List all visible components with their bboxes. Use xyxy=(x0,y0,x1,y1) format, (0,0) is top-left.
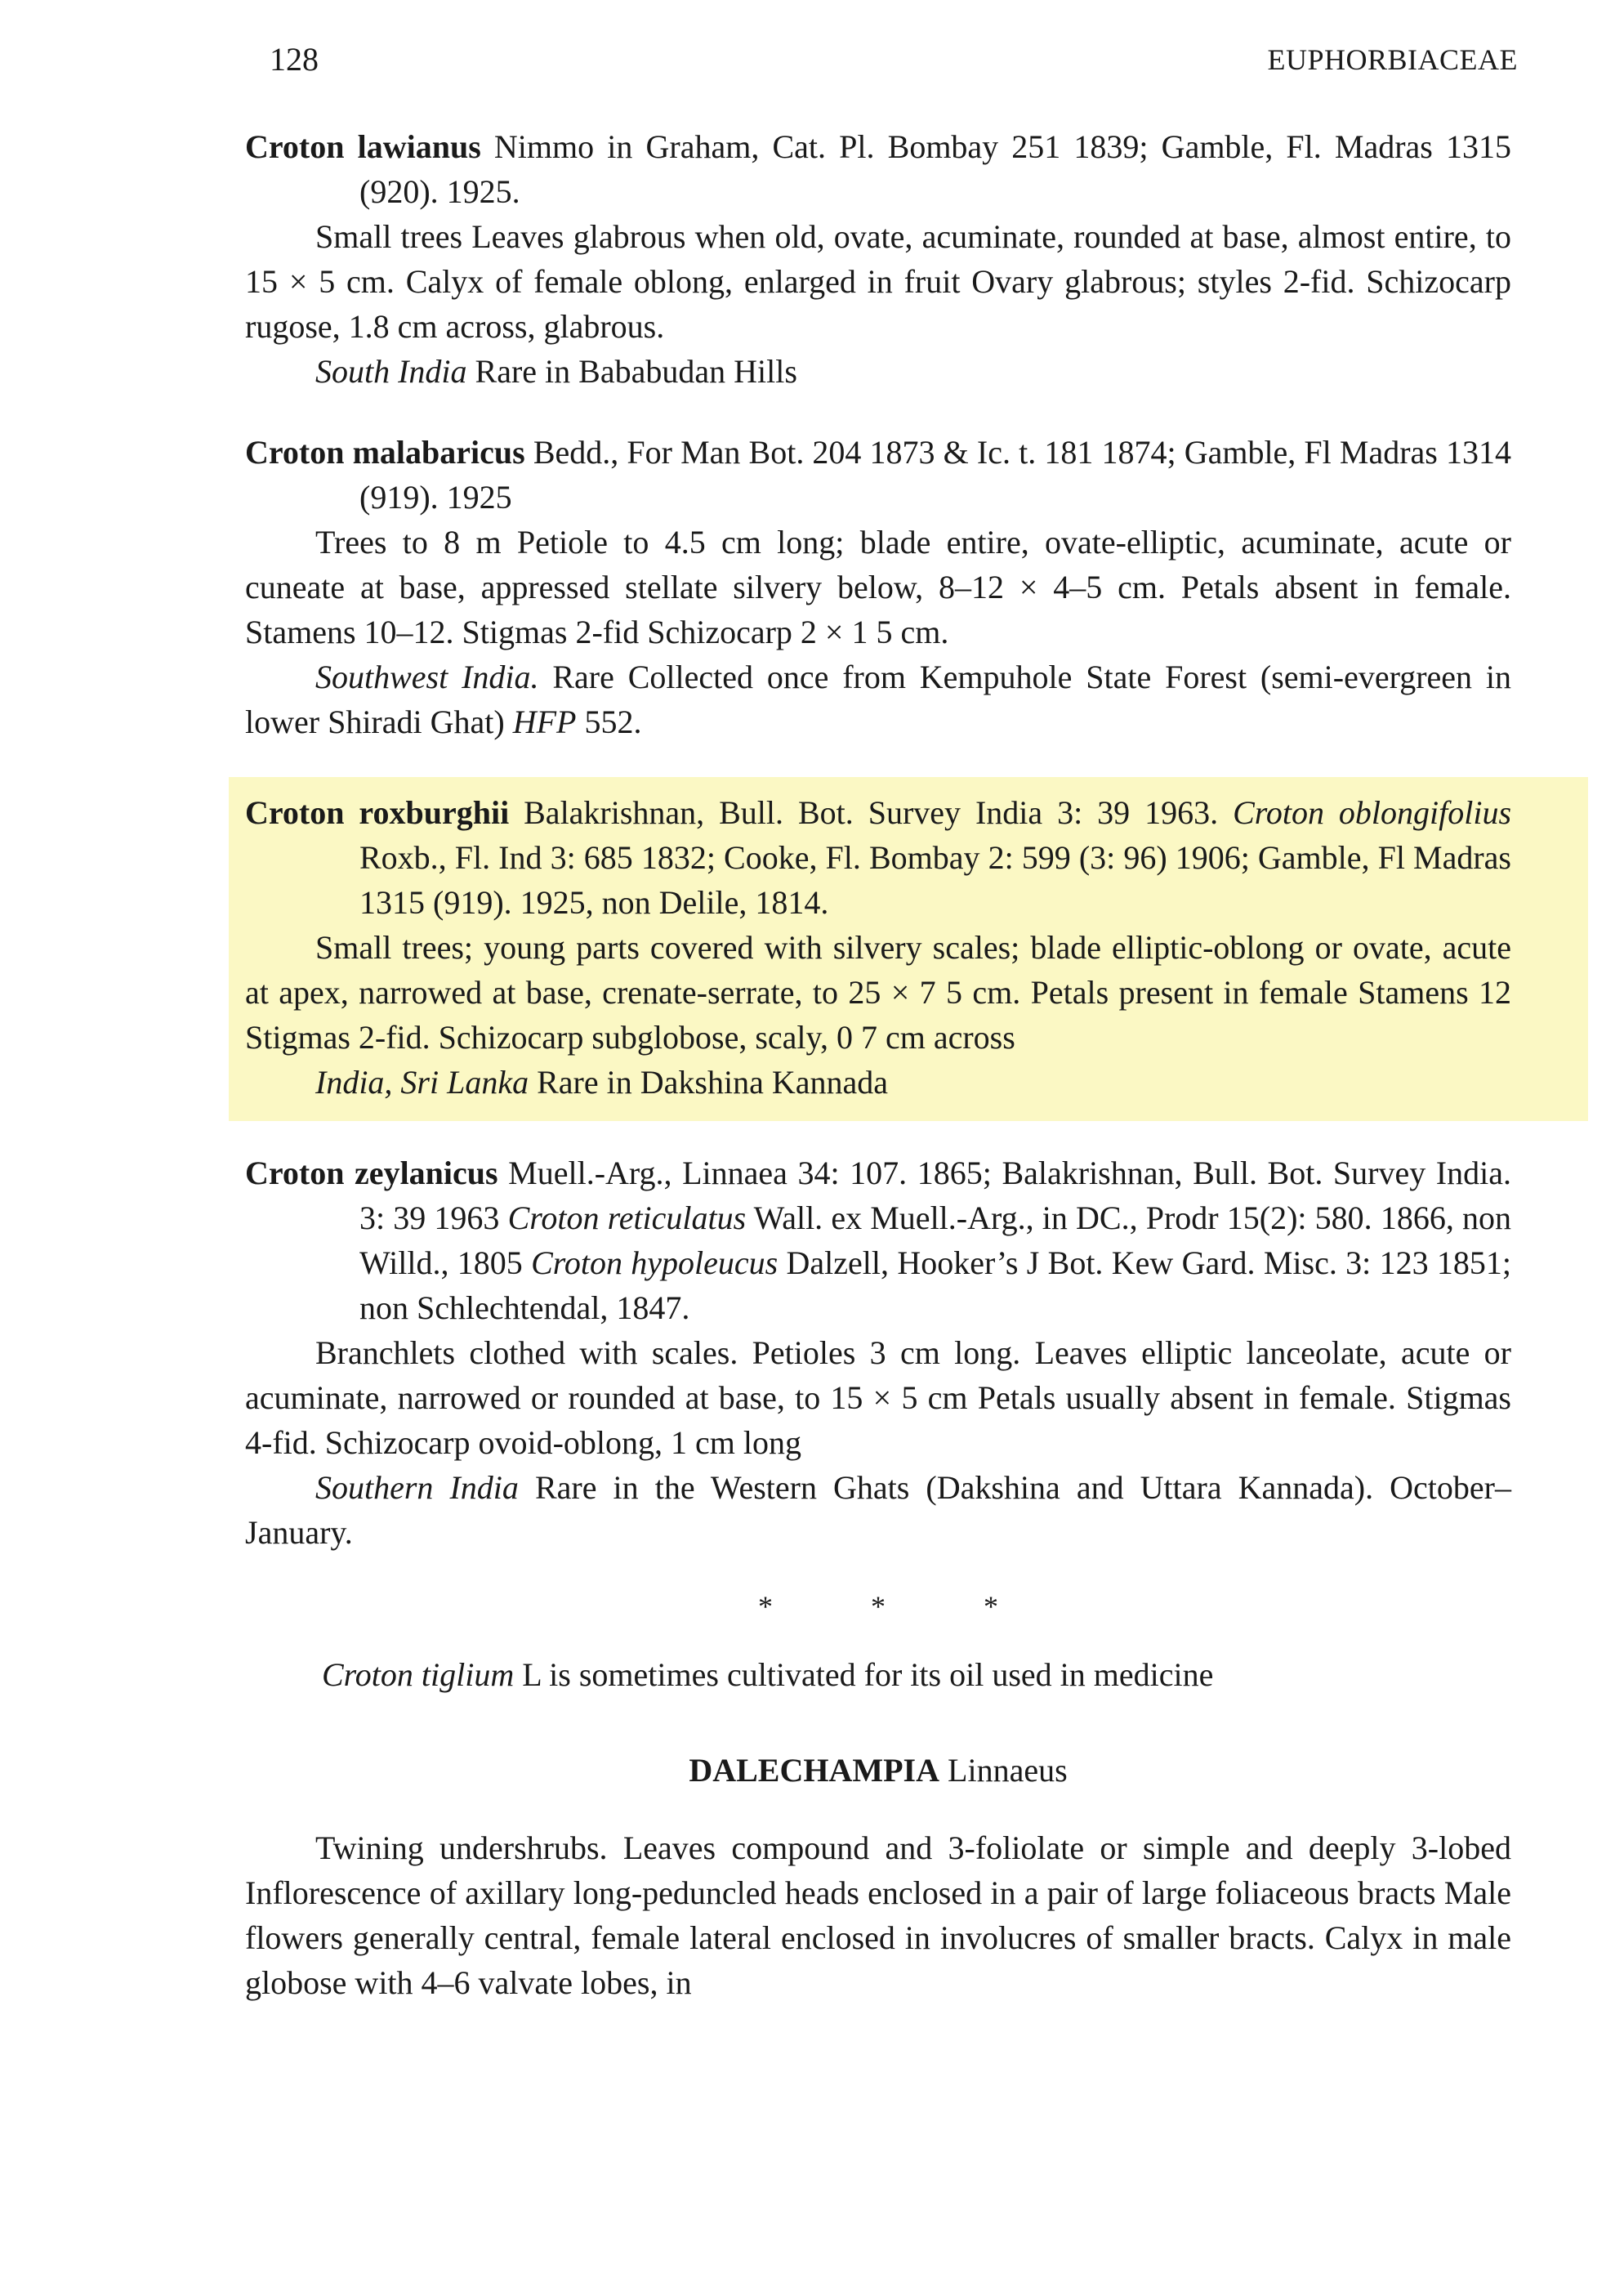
citation-text: Dalzell, Hooker’s J Bot. Kew Gard. Misc. 3: 123 1851; non Schlechtendal, 1847. xyxy=(359,1244,1511,1326)
species-name: Croton lawianus xyxy=(245,128,481,165)
genus-authority: Linnaeus xyxy=(939,1752,1068,1789)
species-entry-croton-zeylanicus xyxy=(245,1150,1511,1555)
genus-heading xyxy=(245,1748,1511,1793)
distribution-text: Rare Collected once from Kempuhole State Forest (semi-evergreen in lower Shiradi Ghat) xyxy=(245,659,1511,740)
synonym-name: Croton hypoleucus xyxy=(531,1244,779,1281)
species-entry-croton-lawianus xyxy=(245,124,1511,394)
page-content xyxy=(245,124,1511,2038)
citation-text: Balakrishnan, Bull. Bot. Survey India 3: 39 1963. xyxy=(509,794,1234,831)
species-distribution xyxy=(245,654,1511,744)
cultivation-note xyxy=(245,1652,1511,1697)
species-description: Branchlets clothed with scales. Petioles 3 cm long. Leaves elliptic lanceolate, acute or acuminate, narrowed or rounded at base, to 15 × 5 cm Petals usually absent in female. Stigmas 4-fid. Schizocarp ovoid-oblong, 1 cm long xyxy=(245,1334,1511,1461)
family-section-title: EUPHORBIACEAE xyxy=(1267,43,1518,76)
distribution-text: Rare in the Western Ghats (Dakshina and Uttara Kannada). October–January. xyxy=(245,1469,1511,1551)
synonym-name: Croton oblongifolius xyxy=(1233,794,1512,831)
species-distribution xyxy=(245,1060,1511,1105)
species-description: Small trees Leaves glabrous when old, ovate, acuminate, rounded at base, almost entire, to 15 × 5 cm. Calyx of female oblong, enlarged in fruit Ovary glabrous; styles 2-fid. Schizocarp rugose, 1.8 cm across, glabrous. xyxy=(245,218,1511,345)
herbarium-number: 552. xyxy=(576,704,642,740)
distribution-region: Southern India xyxy=(315,1469,519,1506)
species-citation xyxy=(245,1150,1511,1330)
species-description: Trees to 8 m Petiole to 4.5 cm long; blade entire, ovate-elliptic, acuminate, acute or cuneate at base, appressed stellate silvery below, 8–12 × 4–5 cm. Petals absent in female. Stamens 10–12. Stigmas 2-fid Schizocarp 2 × 1 5 cm. xyxy=(245,524,1511,650)
species-citation xyxy=(245,124,1511,214)
genus-description: Twining undershrubs. Leaves compound and 3-foliolate or simple and deeply 3-lobed Inflorescence of axillary long-peduncled heads enclosed in a pair of large foliaceous bracts Male flowers generally central, female lateral enclosed in involucres of smaller bracts. Calyx in male globose with 4–6 valvate lobes, in xyxy=(245,1829,1511,2001)
genus-name: DALECHAMPIA xyxy=(689,1752,940,1789)
synonym-name: Croton reticulatus xyxy=(507,1199,747,1236)
species-name: Croton roxburghii xyxy=(245,794,510,831)
herbarium-code: HFP xyxy=(512,704,577,740)
species-distribution xyxy=(245,1465,1511,1555)
note-text: L is sometimes cultivated for its oil used in medicine xyxy=(514,1656,1214,1693)
distribution-text: Rare in Dakshina Kannada xyxy=(529,1064,888,1101)
asterisk: * xyxy=(984,1590,998,1623)
distribution-region: India, Sri Lanka xyxy=(315,1064,529,1101)
citation-text: Nimmo in Graham, Cat. Pl. Bombay 251 1839; Gamble, Fl. Madras 1315 (920). 1925. xyxy=(359,128,1512,210)
species-citation xyxy=(245,790,1511,925)
citation-text: Bedd., For Man Bot. 204 1873 & Ic. t. 181 1874; Gamble, Fl Madras 1314 (919). 1925 xyxy=(359,434,1511,516)
page-number: 128 xyxy=(270,41,319,78)
asterisk: * xyxy=(871,1590,886,1623)
species-entry-croton-malabaricus xyxy=(245,430,1511,744)
citation-text: Wall. ex Muell.-Arg., in DC., Prodr 15(2): 580. 1866, non Willd., 1805 xyxy=(359,1199,1511,1281)
section-separator xyxy=(245,1584,1511,1629)
species-distribution xyxy=(245,349,1511,394)
species-description: Small trees; young parts covered with silvery scales; blade elliptic-oblong or ovate, acute at apex, narrowed at base, crenate-serrate, to 25 × 7 5 cm. Petals present in female Stamens 12 Stigmas 2-fid. Schizocarp subglobose, scaly, 0 7 cm across xyxy=(245,929,1511,1056)
running-head xyxy=(270,39,1518,80)
distribution-region: South India xyxy=(315,353,467,390)
distribution-text: Rare in Bababudan Hills xyxy=(466,353,797,390)
citation-text: Muell.-Arg., Linnaea 34: 107. 1865; Balakrishnan, Bull. Bot. Survey India. 3: 39 1963 xyxy=(359,1155,1511,1236)
species-name: Croton malabaricus xyxy=(245,434,525,471)
distribution-region: Southwest India. xyxy=(315,659,539,695)
citation-text: Roxb., Fl. Ind 3: 685 1832; Cooke, Fl. Bombay 2: 599 (3: 96) 1906; Gamble, Fl Madras 1315 (919). 1925, non Delile, 1814. xyxy=(359,839,1511,921)
species-entry-croton-roxburghii-highlighted xyxy=(229,777,1588,1121)
species-name: Croton zeylanicus xyxy=(245,1155,498,1191)
asterisk: * xyxy=(758,1590,773,1623)
species-citation xyxy=(245,430,1511,520)
note-species-name: Croton tiglium xyxy=(322,1656,515,1693)
